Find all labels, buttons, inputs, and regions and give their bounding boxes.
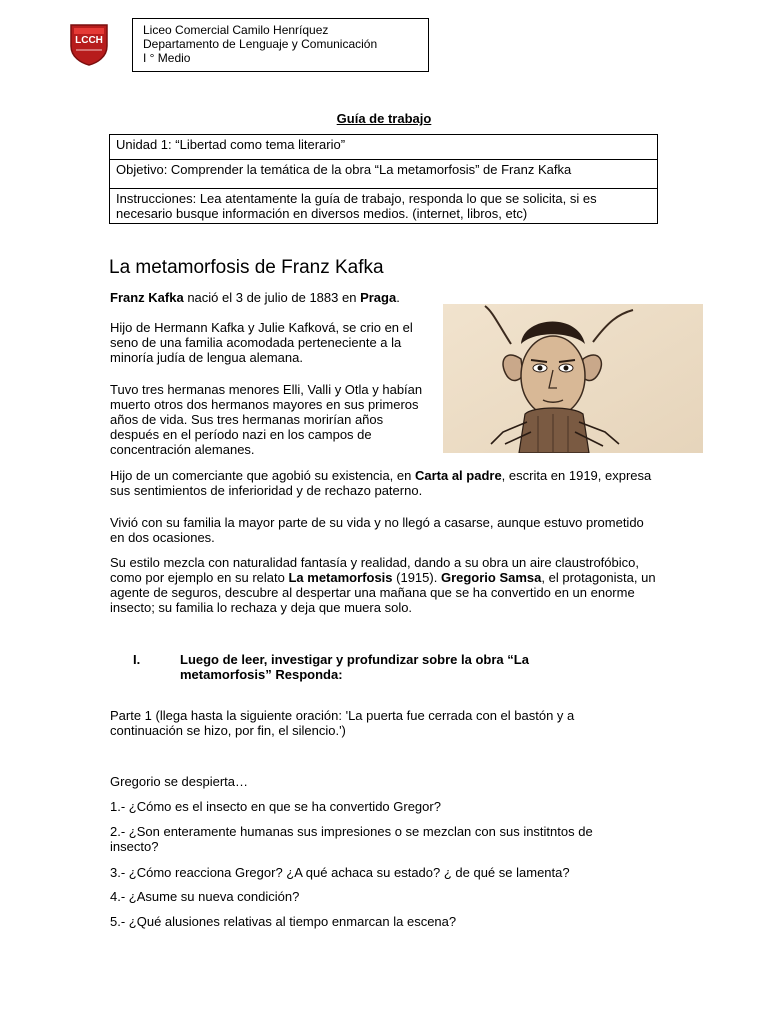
- work-title-carta: Carta al padre: [414, 468, 502, 483]
- department-name: Departamento de Lenguaje y Comunicación: [143, 37, 378, 51]
- info-table: [109, 134, 658, 224]
- question-3: 3.- ¿Cómo reacciona Gregor? ¿A qué achaca su estado? ¿ de qué se lamenta?: [110, 865, 570, 880]
- author-name: Franz Kafka: [110, 290, 184, 305]
- question-5: 5.- ¿Qué alusiones relativas al tiempo enmarcan la escena?: [110, 914, 457, 929]
- bio-text: nació el 3 de julio de 1883 en: [183, 290, 361, 305]
- school-logo: [68, 22, 110, 66]
- document-title: La metamorfosis de Franz Kafka: [109, 257, 384, 278]
- birth-city: Praga: [360, 290, 397, 305]
- school-name: Liceo Comercial Camilo Henríquez: [143, 23, 329, 37]
- bio-text: Su estilo mezcla con naturalidad fantasía y realidad, dando a su obra un aire claustrofóbico, como por ejemplo en su relato: [110, 555, 639, 585]
- school-header: [132, 18, 429, 72]
- bio-paragraph-4: [110, 468, 660, 498]
- objective-row: [110, 160, 658, 189]
- question-1: 1.- ¿Cómo es el insecto en que se ha convertido Gregor?: [110, 799, 441, 814]
- question-4: 4.- ¿Asume su nueva condición?: [110, 889, 300, 904]
- section-number: I.: [133, 652, 141, 667]
- unit-cell: Unidad 1: “Libertad como tema literario”: [110, 135, 658, 160]
- instructions-cell: Instrucciones: Lea atentamente la guía de trabajo, responda lo que se solicita, si es necesario busque información en diversos medios. (internet, libros, etc): [110, 189, 658, 224]
- kafka-portrait-image: [443, 304, 703, 453]
- grade-level: I ° Medio: [143, 51, 191, 65]
- bio-text: , escrita en 1919, expresa sus sentimientos de inferioridad y de rechazo paterno.: [110, 468, 652, 498]
- guide-title: Guía de trabajo: [336, 111, 432, 126]
- bio-text: .: [396, 290, 400, 305]
- bio-text: (1915).: [392, 570, 441, 585]
- section-heading: Luego de leer, investigar y profundizar sobre la obra “La metamorfosis” Responda:: [180, 652, 529, 682]
- questions-intro: Gregorio se despierta…: [110, 774, 249, 789]
- objective-cell: Objetivo: Comprender la temática de la obra “La metamorfosis” de Franz Kafka: [110, 160, 658, 189]
- protagonist-name: Gregorio Samsa: [440, 570, 542, 585]
- instructions-row: [110, 189, 658, 224]
- part-1-instruction: Parte 1 (llega hasta la siguiente oración: 'La puerta fue cerrada con el bastón y a continuación se hizo, por fin, el silencio.'): [110, 708, 575, 738]
- bio-paragraph-5: Vivió con su familia la mayor parte de su vida y no llegó a casarse, aunque estuvo prometido en dos ocasiones.: [110, 515, 644, 545]
- logo-text: LCCH: [75, 35, 103, 46]
- question-2: 2.- ¿Son enteramente humanas sus impresiones o se mezclan con sus institntos de insecto?: [110, 824, 593, 854]
- unit-row: [110, 135, 658, 160]
- bio-paragraph-1: [110, 290, 660, 305]
- work-title-metamorfosis: La metamorfosis: [288, 570, 393, 585]
- bio-paragraph-6: [110, 555, 660, 615]
- bio-text: Hijo de un comerciante que agobió su existencia, en: [110, 468, 415, 483]
- bio-paragraph-2: Hijo de Hermann Kafka y Julie Kafková, se crio en el seno de una familia acomodada perteneciente a la minoría judía de lengua alemana.: [110, 320, 413, 365]
- bio-paragraph-3: Tuvo tres hermanas menores Elli, Valli y Otla y habían muerto otros dos hermanos mayores en sus primeros años de vida. Sus tres hermanas morirían años después en el período nazi en los campos de concentración alemanes.: [110, 382, 423, 457]
- bio-text: , el protagonista, un agente de seguros, descubre al despertar una mañana que se ha convertido en un enorme insecto; su familia lo rechaza y deja que muera solo.: [110, 570, 656, 615]
